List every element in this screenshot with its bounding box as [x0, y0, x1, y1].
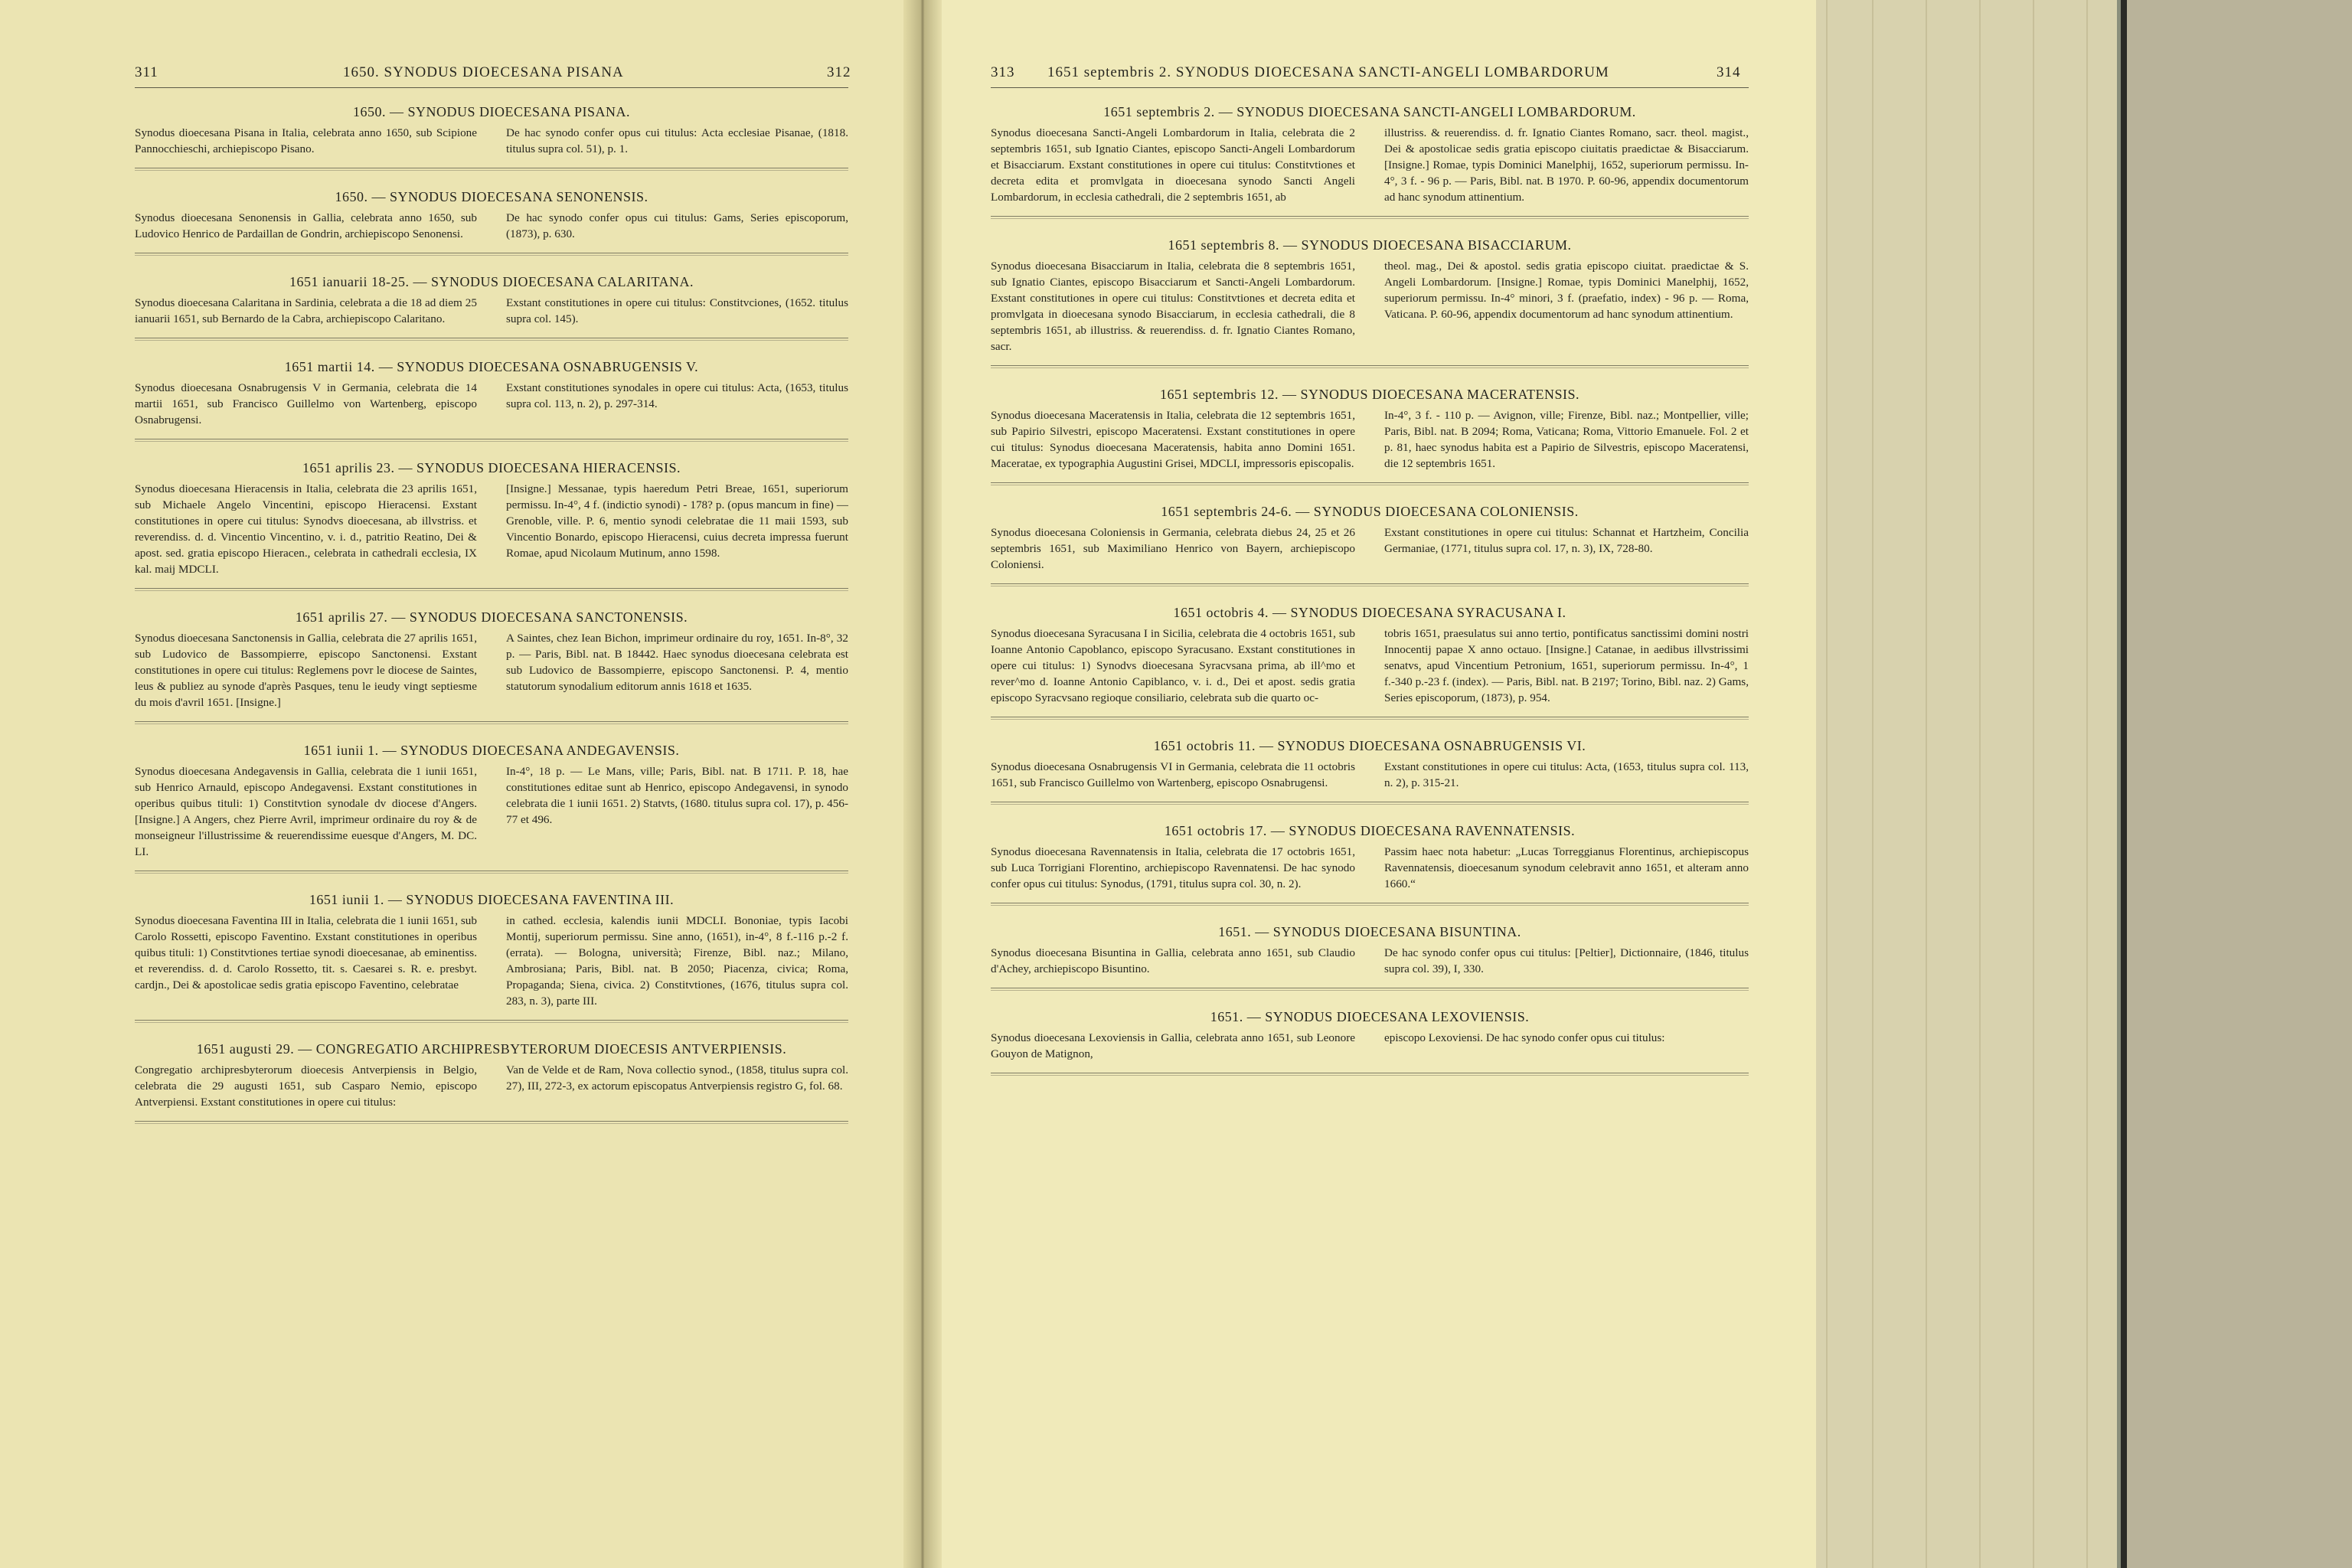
entry-divider	[991, 583, 1749, 586]
entry-divider	[135, 1121, 848, 1124]
entry-divider	[991, 903, 1749, 906]
entry-body	[991, 844, 1749, 892]
entry-heading: 1651 ianuarii 18-25. — SYNODUS DIOECESANA CALARITANA.	[289, 274, 694, 289]
entry-heading: 1651. — SYNODUS DIOECESANA LEXOVIENSIS.	[1210, 1009, 1530, 1024]
entry-text-col1: Synodus dioecesana Syracusana I in Sicilia, celebrata die 4 octobris 1651, sub Ioanne Antonio Capoblanco, episcopo Syracusano. Exstant constitutiones in opere cui titulus: 1) Synodvs dioecesana Syracvsana prima, ab ill^mo et rever^mo d. Ioanne Antonio Capiblanco, v. i. d., Dei et apost. sedis gratia episcopo Syracvsano regioque consiliario, celebrata sub die quarto oc-	[991, 627, 1355, 704]
entry-text-col1: Synodus dioecesana Senonensis in Gallia, celebrata anno 1650, sub Ludovico Henrico de Pardaillan de Gondrin, archiepiscopo Senonensi.	[135, 211, 477, 240]
entry-divider	[135, 338, 848, 341]
catalog-entry	[991, 104, 1749, 219]
entry-text-col1: Synodus dioecesana Ravennatensis in Italia, celebrata die 17 octobris 1651, sub Luca Torrigiani Florentino, archiepiscopo Ravennatensi. De hac synodo confer opus cui titulus: Synodus, (1791, titulus supra col. 30, n. 2).	[991, 845, 1355, 890]
entry-heading: 1650. — SYNODUS DIOECESANA PISANA.	[352, 104, 631, 119]
catalog-entry	[991, 237, 1749, 368]
entry-text-col2: De hac synodo confer opus cui titulus: Gams, Series episcoporum, (1873), p. 630.	[506, 211, 848, 240]
entry-divider	[135, 439, 848, 442]
entry-body	[991, 258, 1749, 354]
catalog-entry	[135, 359, 848, 442]
entry-body	[991, 626, 1749, 706]
entry-body	[991, 125, 1749, 205]
entry-divider	[135, 168, 848, 171]
entry-heading: 1651 septembris 12. — SYNODUS DIOECESANA MACERATENSIS.	[1159, 387, 1580, 402]
entry-text-col2: A Saintes, chez Iean Bichon, imprimeur ordinaire du roy, 1651. In-8°, 32 p. — Paris, Bibl. nat. B 18442. Haec synodus dioecesana celebrata est sub Ludovico de Bassompierre, episcopo Sanctonensi. P. 4, mentio statutorum synodalium editorum annis 1618 et 1635.	[506, 632, 848, 693]
entry-divider	[991, 988, 1749, 991]
catalog-entry	[991, 387, 1749, 485]
entry-text-col1: Synodus dioecesana Coloniensis in Germania, celebrata diebus 24, 25 et 26 septembris 1651, sub Maximiliano Henrico von Bayern, archiepiscopo Coloniensi.	[991, 526, 1355, 571]
book-page-edges	[1803, 0, 2117, 1568]
entry-heading: 1651. — SYNODUS DIOECESANA BISUNTINA.	[1218, 924, 1521, 939]
entry-heading: 1651 aprilis 27. — SYNODUS DIOECESANA SANCTONENSIS.	[295, 609, 688, 625]
entry-body	[135, 125, 848, 157]
entry-text-col1: Synodus dioecesana Maceratensis in Italia, celebrata die 12 septembris 1651, sub Papirio Silvestri, episcopo Maceratensi. Exstant constitutiones in opere cui titulus: Synodus dioecesana Maceratensis, habita anno Domini 1651. Maceratae, ex typographia Augustini Grisei, MDCLI, impressoris episcopalis.	[991, 409, 1355, 470]
entry-body	[135, 481, 848, 577]
left-page-number-inner: 312	[827, 64, 851, 80]
right-running-title: 1651 septembris 2. SYNODUS DIOECESANA SANCTI-ANGELI LOMBARDORUM	[1047, 64, 1609, 80]
right-page-number-outer: 313	[991, 64, 1015, 80]
entry-divider	[991, 1073, 1749, 1076]
book-cover-board	[2121, 0, 2352, 1568]
catalog-entry	[991, 738, 1749, 805]
entry-body	[135, 380, 848, 428]
entry-text-col2: [Insigne.] Messanae, typis haeredum Petri Breae, 1651, superiorum permissu. In-4°, 4 f. (indictio synodi) - 178? p. (opus mancum in fine) — Grenoble, ville. P. 6, mentio synodi celebratae die 11 maii 1593, sub Vincentio Bonardo, episcopo Hieracensi, cuius decreta impressa fuerunt Romae, apud Nicolaum Mutinum, anno 1598.	[506, 482, 848, 560]
entry-body	[135, 630, 848, 710]
catalog-entry	[135, 274, 848, 341]
entry-divider	[135, 721, 848, 724]
entry-text-col2: Van de Velde et de Ram, Nova collectio synod., (1858, titulus supra col. 27), III, 272-3, ex actorum episcopatus Antverpiensis registro G, fol. 68.	[506, 1063, 848, 1093]
header-rule	[135, 87, 848, 88]
entry-text-col2: theol. mag., Dei & apostol. sedis gratia episcopo ciuitat. praedictae & S. Angeli Lombardorum. [Insigne.] Romae, typis Dominici Manelphij, 1652, superiorum permissu. In-4° minori, 3 f. (praefatio, index) - 96 p. — Roma, Vaticana. P. 60-96, appendix documentorum ad hanc synodum attinentium.	[1384, 260, 1749, 321]
catalog-entry	[991, 823, 1749, 906]
left-column	[135, 104, 848, 1142]
entry-divider	[991, 802, 1749, 805]
left-page	[0, 0, 919, 1568]
entry-text-col1: Synodus dioecesana Lexoviensis in Gallia, celebrata anno 1651, sub Leonore Gouyon de Matignon,	[991, 1031, 1355, 1060]
catalog-entry	[135, 460, 848, 591]
catalog-entry	[135, 743, 848, 874]
entry-text-col2: in cathed. ecclesia, kalendis iunii MDCLI. Bononiae, typis Iacobi Montij, superiorum permissu. Sine anno, (1651), in-4°, 8 f.-116 p.-2 f. (errata). — Bologna, università; Firenze, Bibl. naz.; Milano, Ambrosiana; Paris, Bibl. nat. B 2050; Piacenza, civica; Roma, Propaganda; Siena, civica. 2) Constitvtiones, (1676, titulus supra col. 283, n. 3), parte III.	[506, 914, 848, 1008]
left-page-number-outer: 311	[135, 64, 158, 80]
catalog-entry	[135, 1041, 848, 1124]
entry-heading: 1651 iunii 1. — SYNODUS DIOECESANA ANDEGAVENSIS.	[303, 743, 680, 758]
entry-divider	[135, 253, 848, 256]
entry-text-col1: Synodus dioecesana Bisuntina in Gallia, celebrata anno 1651, sub Claudio d'Achey, archiepiscopo Bisuntino.	[991, 946, 1355, 975]
book-gutter	[903, 0, 942, 1568]
entry-text-col1: Synodus dioecesana Hieracensis in Italia, celebrata die 23 aprilis 1651, sub Michaele Angelo Vincentini, episcopo Hieracensi. Exstant constitutiones in opere cui titulus: Synodvs dioecesana, ab illvstriss. et reverendiss. d. d. Vincentio Vincentino, v. i. d., patritio Reatino, Dei & apost. sed. gratia episcopo Hieracen., celebrata in cathedrali ecclesia, IX kal. maij MDCLI.	[135, 482, 477, 576]
entry-body	[135, 210, 848, 242]
entry-text-col1: Synodus dioecesana Bisacciarum in Italia, celebrata die 8 septembris 1651, sub Ignatio Ciantes, episcopo Bisacciarum et Sancti-Angeli Lombardorum. Exstant constitutiones in opere cui titulus: Constitvtiones et decreta edita et promvlgata in dioecesana synodo Bisacciarum, in ecclesia cathedrali, die 8 septembris 1651, ab illustriss. & reuerendiss. d. fr. Ignatio Ciantes Romano, sacr.	[991, 260, 1355, 353]
entry-heading: 1651 septembris 2. — SYNODUS DIOECESANA SANCTI-ANGELI LOMBARDORUM.	[1103, 104, 1636, 119]
entry-body	[991, 1030, 1749, 1062]
catalog-entry	[135, 609, 848, 724]
right-column	[991, 104, 1749, 1094]
entry-text-col1: Congregatio archipresbyterorum dioecesis Antverpiensis in Belgio, celebrata die 29 augusti 1651, sub Casparo Nemio, episcopo Antverpiensi. Exstant constitutiones in opere cui titulus:	[135, 1063, 477, 1109]
right-page	[928, 0, 1816, 1568]
entry-text-col2: In-4°, 18 p. — Le Mans, ville; Paris, Bibl. nat. B 1711. P. 18, hae constitutiones editae sunt ab Henrico, episcopo Andegavensi, in synodo celebrata die 1 iunii 1651. 2) Statvts, (1680. titulus supra col. 17), p. 456-77 et 496.	[506, 765, 848, 826]
entry-text-col2: tobris 1651, praesulatus sui anno tertio, pontificatus sanctissimi domini nostri Innocentij papae X anno octauo. [Insigne.] Catanae, in aedibus illvstrissimi senatvs, apud Vincentium Petronium, 1651, superiorum permissu. In-4°, 1 f.-340 p.-23 f. (index). — Paris, Bibl. nat. B 2197; Torino, Bibl. naz. 2) Gams, Series episcoporum, (1873), p. 954.	[1384, 627, 1749, 704]
entry-text-col2: Passim haec nota habetur: „Lucas Torreggianus Florentinus, archiepiscopus Ravennatensis, dioecesanum synodum celebravit anno 1651, et alteram anno 1660.“	[1384, 845, 1749, 890]
entry-text-col2: episcopo Lexoviensi. De hac synodo confer opus cui titulus:	[1384, 1031, 1665, 1044]
header-rule	[991, 87, 1749, 88]
entry-heading: 1651 martii 14. — SYNODUS DIOECESANA OSNABRUGENSIS V.	[284, 359, 699, 374]
entry-text-col2: De hac synodo confer opus cui titulus: [Peltier], Dictionnaire, (1846, titulus supra col. 39), I, 330.	[1384, 946, 1749, 975]
entry-text-col2: De hac synodo confer opus cui titulus: Acta ecclesiae Pisanae, (1818. titulus supra col. 51), p. 1.	[506, 126, 848, 155]
entry-heading: 1651 aprilis 23. — SYNODUS DIOECESANA HIERACENSIS.	[302, 460, 681, 475]
left-running-title: 1650. SYNODUS DIOECESANA PISANA	[343, 64, 624, 80]
entry-text-col1: Synodus dioecesana Osnabrugensis VI in Germania, celebrata die 11 octobris 1651, sub Francisco Guillelmo von Wartenberg, episcopo Osnabrugensi.	[991, 760, 1355, 789]
right-page-number-inner: 314	[1717, 64, 1741, 80]
catalog-entry	[135, 189, 848, 256]
entry-text-col1: Synodus dioecesana Osnabrugensis V in Germania, celebrata die 14 martii 1651, sub Francisco Guillelmo von Wartenberg, episcopo Osnabrugensi.	[135, 381, 477, 426]
entry-heading: 1651 augusti 29. — CONGREGATIO ARCHIPRESBYTERORUM DIOECESIS ANTVERPIENSIS.	[196, 1041, 787, 1057]
entry-body	[135, 295, 848, 327]
entry-text-col1: Synodus dioecesana Sancti-Angeli Lombardorum in Italia, celebrata die 2 septembris 1651, sub Ignatio Ciantes, episcopo Sancti-Angeli Lombardorum et Bisacciarum. Exstant constitutiones in opere cui titulus: Constitvtiones et decreta edita et promvlgata in dioecesana synodo Sancti Angeli Lombardorum, in ecclesia cathedrali, die 2 septembris 1651, ab	[991, 126, 1355, 204]
catalog-entry	[135, 892, 848, 1023]
entry-heading: 1651 octobris 11. — SYNODUS DIOECESANA OSNABRUGENSIS VI.	[1153, 738, 1586, 753]
entry-divider	[135, 1020, 848, 1023]
entry-text-col2: Exstant constitutiones in opere cui titulus: Schannat et Hartzheim, Concilia Germaniae, (1771, titulus supra col. 17, n. 3), IX, 728-80.	[1384, 526, 1749, 555]
entry-heading: 1651 octobris 17. — SYNODUS DIOECESANA RAVENNATENSIS.	[1164, 823, 1576, 838]
entry-divider	[135, 871, 848, 874]
entry-body	[135, 1062, 848, 1110]
entry-text-col1: Synodus dioecesana Sanctonensis in Gallia, celebrata die 27 aprilis 1651, sub Ludovico de Bassompierre, episcopo Sanctonensi. Exstant constitutiones in opere cui titulus: Reglemens povr le diocese de Saintes, leus & publiez au synode d'après Pasques, tenu le ieudy vingt septiesme du mois d'avril 1651. [Insigne.]	[135, 632, 477, 709]
catalog-entry	[991, 1009, 1749, 1076]
entry-divider	[991, 482, 1749, 485]
entry-body	[135, 913, 848, 1009]
catalog-entry	[991, 924, 1749, 991]
entry-text-col2: illustriss. & reuerendiss. d. fr. Ignatio Ciantes Romano, sacr. theol. magist., Dei & apostolicae sedis gratia episcopo ciuitatis praedictae & Bisacciarum. [Insigne.] Romae, typis Dominici Manelphij, 1652, superiorum permissu. In-4°, 3 f. - 96 p. — Paris, Bibl. nat. B 1970. P. 60-96, appendix documentorum ad hanc synodum attinentium.	[1384, 126, 1749, 204]
entry-text-col1: Synodus dioecesana Andegavensis in Gallia, celebrata die 1 iunii 1651, sub Henrico Arnauld, episcopo Andegavensi. Exstant constitutiones in operibus quibus tituli: 1) Constitvtion synodale dv diocese d'Angers. [Insigne.] A Angers, chez Pierre Avril, imprimeur ordinaire du roy & de monseigneur l'illustrissime & reuerendissime euesque d'Angers, M. DC. LI.	[135, 765, 477, 858]
catalog-entry	[991, 504, 1749, 586]
entry-heading: 1651 octobris 4. — SYNODUS DIOECESANA SYRACUSANA I.	[1173, 605, 1566, 620]
entry-text-col1: Synodus dioecesana Faventina III in Italia, celebrata die 1 iunii 1651, sub Carolo Rossetti, episcopo Faventino. Exstant constitutiones in operibus quibus tituli: 1) Constitvtiones tertiae synodi dioecesanae, ab eminentiss. et reverendiss. d. d. Carolo Rossetto, tit. s. Caesarei s. R. e. presbyt. cardjn., Dei & apostolicae sedis gratia episcopo Faventino, celebratae	[135, 914, 477, 991]
entry-text-col1: Synodus dioecesana Pisana in Italia, celebrata anno 1650, sub Scipione Pannocchieschi, archiepiscopo Pisano.	[135, 126, 477, 155]
entry-divider	[991, 365, 1749, 368]
entry-divider	[135, 588, 848, 591]
entry-text-col1: Synodus dioecesana Calaritana in Sardinia, celebrata a die 18 ad diem 25 ianuarii 1651, sub Bernardo de la Cabra, archiepiscopo Calaritano.	[135, 296, 477, 325]
entry-heading: 1651 septembris 8. — SYNODUS DIOECESANA BISACCIARUM.	[1168, 237, 1572, 253]
entry-divider	[991, 717, 1749, 720]
entry-body	[991, 524, 1749, 573]
entry-body	[991, 407, 1749, 472]
catalog-entry	[135, 104, 848, 171]
catalog-entry	[991, 605, 1749, 720]
entry-body	[135, 763, 848, 860]
entry-text-col2: Exstant constitutiones synodales in opere cui titulus: Acta, (1653, titulus supra col. 113, n. 2), p. 297-314.	[506, 381, 848, 410]
entry-body	[991, 945, 1749, 977]
entry-text-col2: Exstant constitutiones in opere cui titulus: Acta, (1653, titulus supra col. 113, n. 2), p. 315-21.	[1384, 760, 1749, 789]
entry-body	[991, 759, 1749, 791]
entry-heading: 1651 iunii 1. — SYNODUS DIOECESANA FAVENTINA III.	[309, 892, 675, 907]
entry-text-col2: In-4°, 3 f. - 110 p. — Avignon, ville; Firenze, Bibl. naz.; Montpellier, ville; Paris, Bibl. nat. B 2094; Roma, Vaticana; Roma, Vittorio Emanuele. Fol. 2 et p. 81, haec synodus habita est a Papirio de Silvestris, episcopo Maceratensi, die 12 septembris 1651.	[1384, 409, 1749, 470]
entry-text-col2: Exstant constitutiones in opere cui titulus: Constitvciones, (1652. titulus supra col. 145).	[506, 296, 848, 325]
entry-divider	[991, 216, 1749, 219]
entry-heading: 1650. — SYNODUS DIOECESANA SENONENSIS.	[335, 189, 648, 204]
entry-heading: 1651 septembris 24-6. — SYNODUS DIOECESANA COLONIENSIS.	[1161, 504, 1579, 519]
